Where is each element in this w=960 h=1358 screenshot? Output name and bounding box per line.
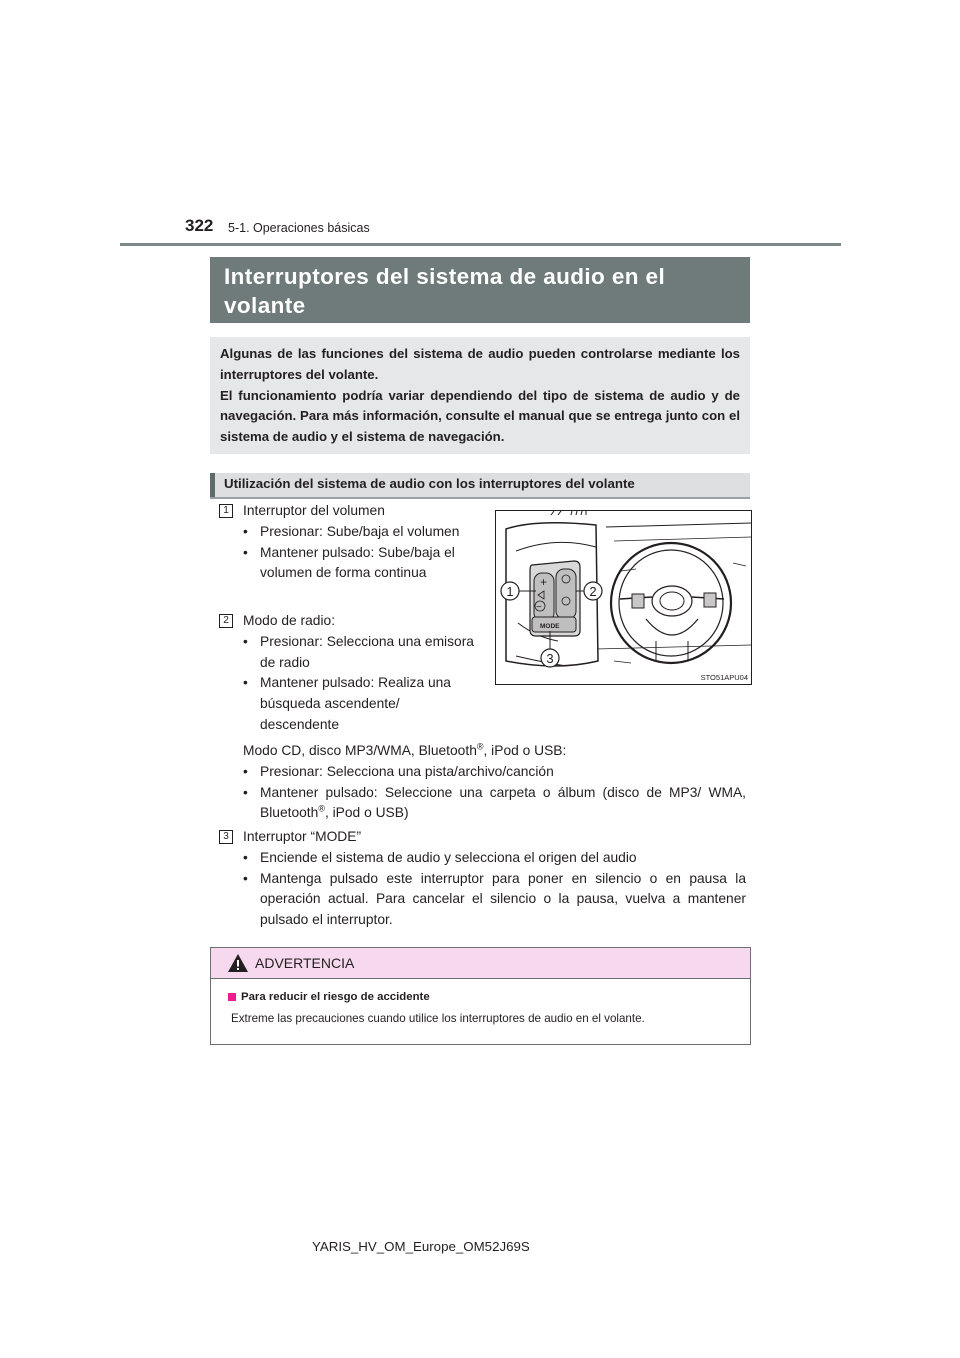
section-title: 5-1. Operaciones básicas xyxy=(228,221,370,235)
steering-wheel-illustration xyxy=(496,511,751,684)
intro-paragraph: Algunas de las funciones del sistema de audio pueden controlarse mediante los interruptores del volante. xyxy=(220,346,740,382)
bullet-icon: • xyxy=(243,544,248,560)
item-2 xyxy=(243,611,480,736)
figure-code: STO51APU04 xyxy=(700,673,748,682)
page-number: 322 xyxy=(185,216,214,235)
item-number-3: 3 xyxy=(219,830,233,844)
mode-label: MODE xyxy=(540,623,560,630)
subheading: Utilización del sistema de audio con los interruptores del volante xyxy=(224,476,635,491)
intro-text xyxy=(220,344,740,448)
list-item xyxy=(243,783,746,825)
item-1 xyxy=(243,501,480,584)
callout-2-label: 2 xyxy=(589,584,597,599)
list-item xyxy=(243,543,480,585)
item-2-bullet-2: Mantener pulsado: Realiza una búsqueda ascendente/ descendente xyxy=(260,675,451,732)
warning-box xyxy=(210,947,751,1045)
warning-subtitle: Para reducir el riesgo de accidente xyxy=(241,991,430,1003)
bullet-icon: • xyxy=(243,675,248,691)
bullet-icon: • xyxy=(243,633,248,649)
item-2-label: Modo de radio: xyxy=(243,613,336,628)
item-1-bullet-1: Presionar: Sube/baja el volumen xyxy=(260,523,460,539)
intro-box xyxy=(210,337,750,454)
item-3 xyxy=(243,827,746,931)
item-number-1: 1 xyxy=(219,504,233,518)
list-item xyxy=(243,673,480,735)
item-1-bullet-2: Mantener pulsado: Sube/baja el volumen de forma continua xyxy=(260,544,455,581)
list-item xyxy=(243,762,746,783)
bullet-icon: • xyxy=(243,523,248,539)
warning-triangle-icon xyxy=(227,953,249,973)
item-3-bullet-2: Mantenga pulsado este interruptor para poner en silencio o en pausa la operación actual. Para cancelar el silencio o la pausa, vuelva a mantener pulsado el interruptor. xyxy=(260,870,746,928)
item-3-bullet-1: Enciende el sistema de audio y selecciona el origen del audio xyxy=(260,849,637,865)
list-item xyxy=(243,632,480,674)
minus-icon: − xyxy=(536,602,542,613)
list-item xyxy=(243,522,480,543)
subheading-bar xyxy=(210,473,215,497)
item-3-label: Interruptor “MODE” xyxy=(243,829,362,844)
title-box xyxy=(210,257,750,323)
warning-title: ADVERTENCIA xyxy=(255,955,355,971)
callout-3-label: 3 xyxy=(546,651,554,666)
warning-header xyxy=(211,948,750,979)
header-rule xyxy=(120,243,841,246)
list-item xyxy=(243,848,746,869)
subheading-box xyxy=(210,473,750,499)
warning-body: Extreme las precauciones cuando utilice los interruptores de audio en el volante. xyxy=(231,1012,645,1025)
page-title: Interruptores del sistema de audio en el volante xyxy=(224,264,666,318)
bullet-icon: • xyxy=(243,849,248,865)
intro-paragraph: El funcionamiento podría variar dependiendo del tipo de sistema de audio y de navegación. Para más información, consulte el manual que se entrega junto con el sistema de audio y el sistema de navegación. xyxy=(220,387,740,445)
bullet-icon: • xyxy=(243,763,248,779)
item-2-bullet-4: Mantener pulsado: Seleccione una carpeta o álbum (disco de MP3/ WMA, Bluetooth®, iPod o USB) xyxy=(260,784,746,821)
bullet-icon: • xyxy=(243,784,248,800)
callout-1-label: 1 xyxy=(506,584,514,599)
footer-code: YARIS_HV_OM_Europe_OM52J69S xyxy=(312,1239,530,1254)
list-item xyxy=(243,869,746,931)
bullet-icon: • xyxy=(243,870,248,886)
item-number-2: 2 xyxy=(219,614,233,628)
plus-icon: + xyxy=(540,575,548,589)
item-2-bullet-3: Presionar: Selecciona una pista/archivo/canción xyxy=(260,763,554,779)
item-2-bullet-1: Presionar: Selecciona una emisora de radio xyxy=(260,633,474,670)
steering-wheel-figure xyxy=(495,510,752,685)
item-1-label: Interruptor del volumen xyxy=(243,503,385,518)
item-2-cd-mode xyxy=(243,741,746,824)
warning-bullet-square xyxy=(228,993,236,1001)
item-2-cd-label: Modo CD, disco MP3/WMA, Bluetooth®, iPod o USB: xyxy=(243,741,567,758)
